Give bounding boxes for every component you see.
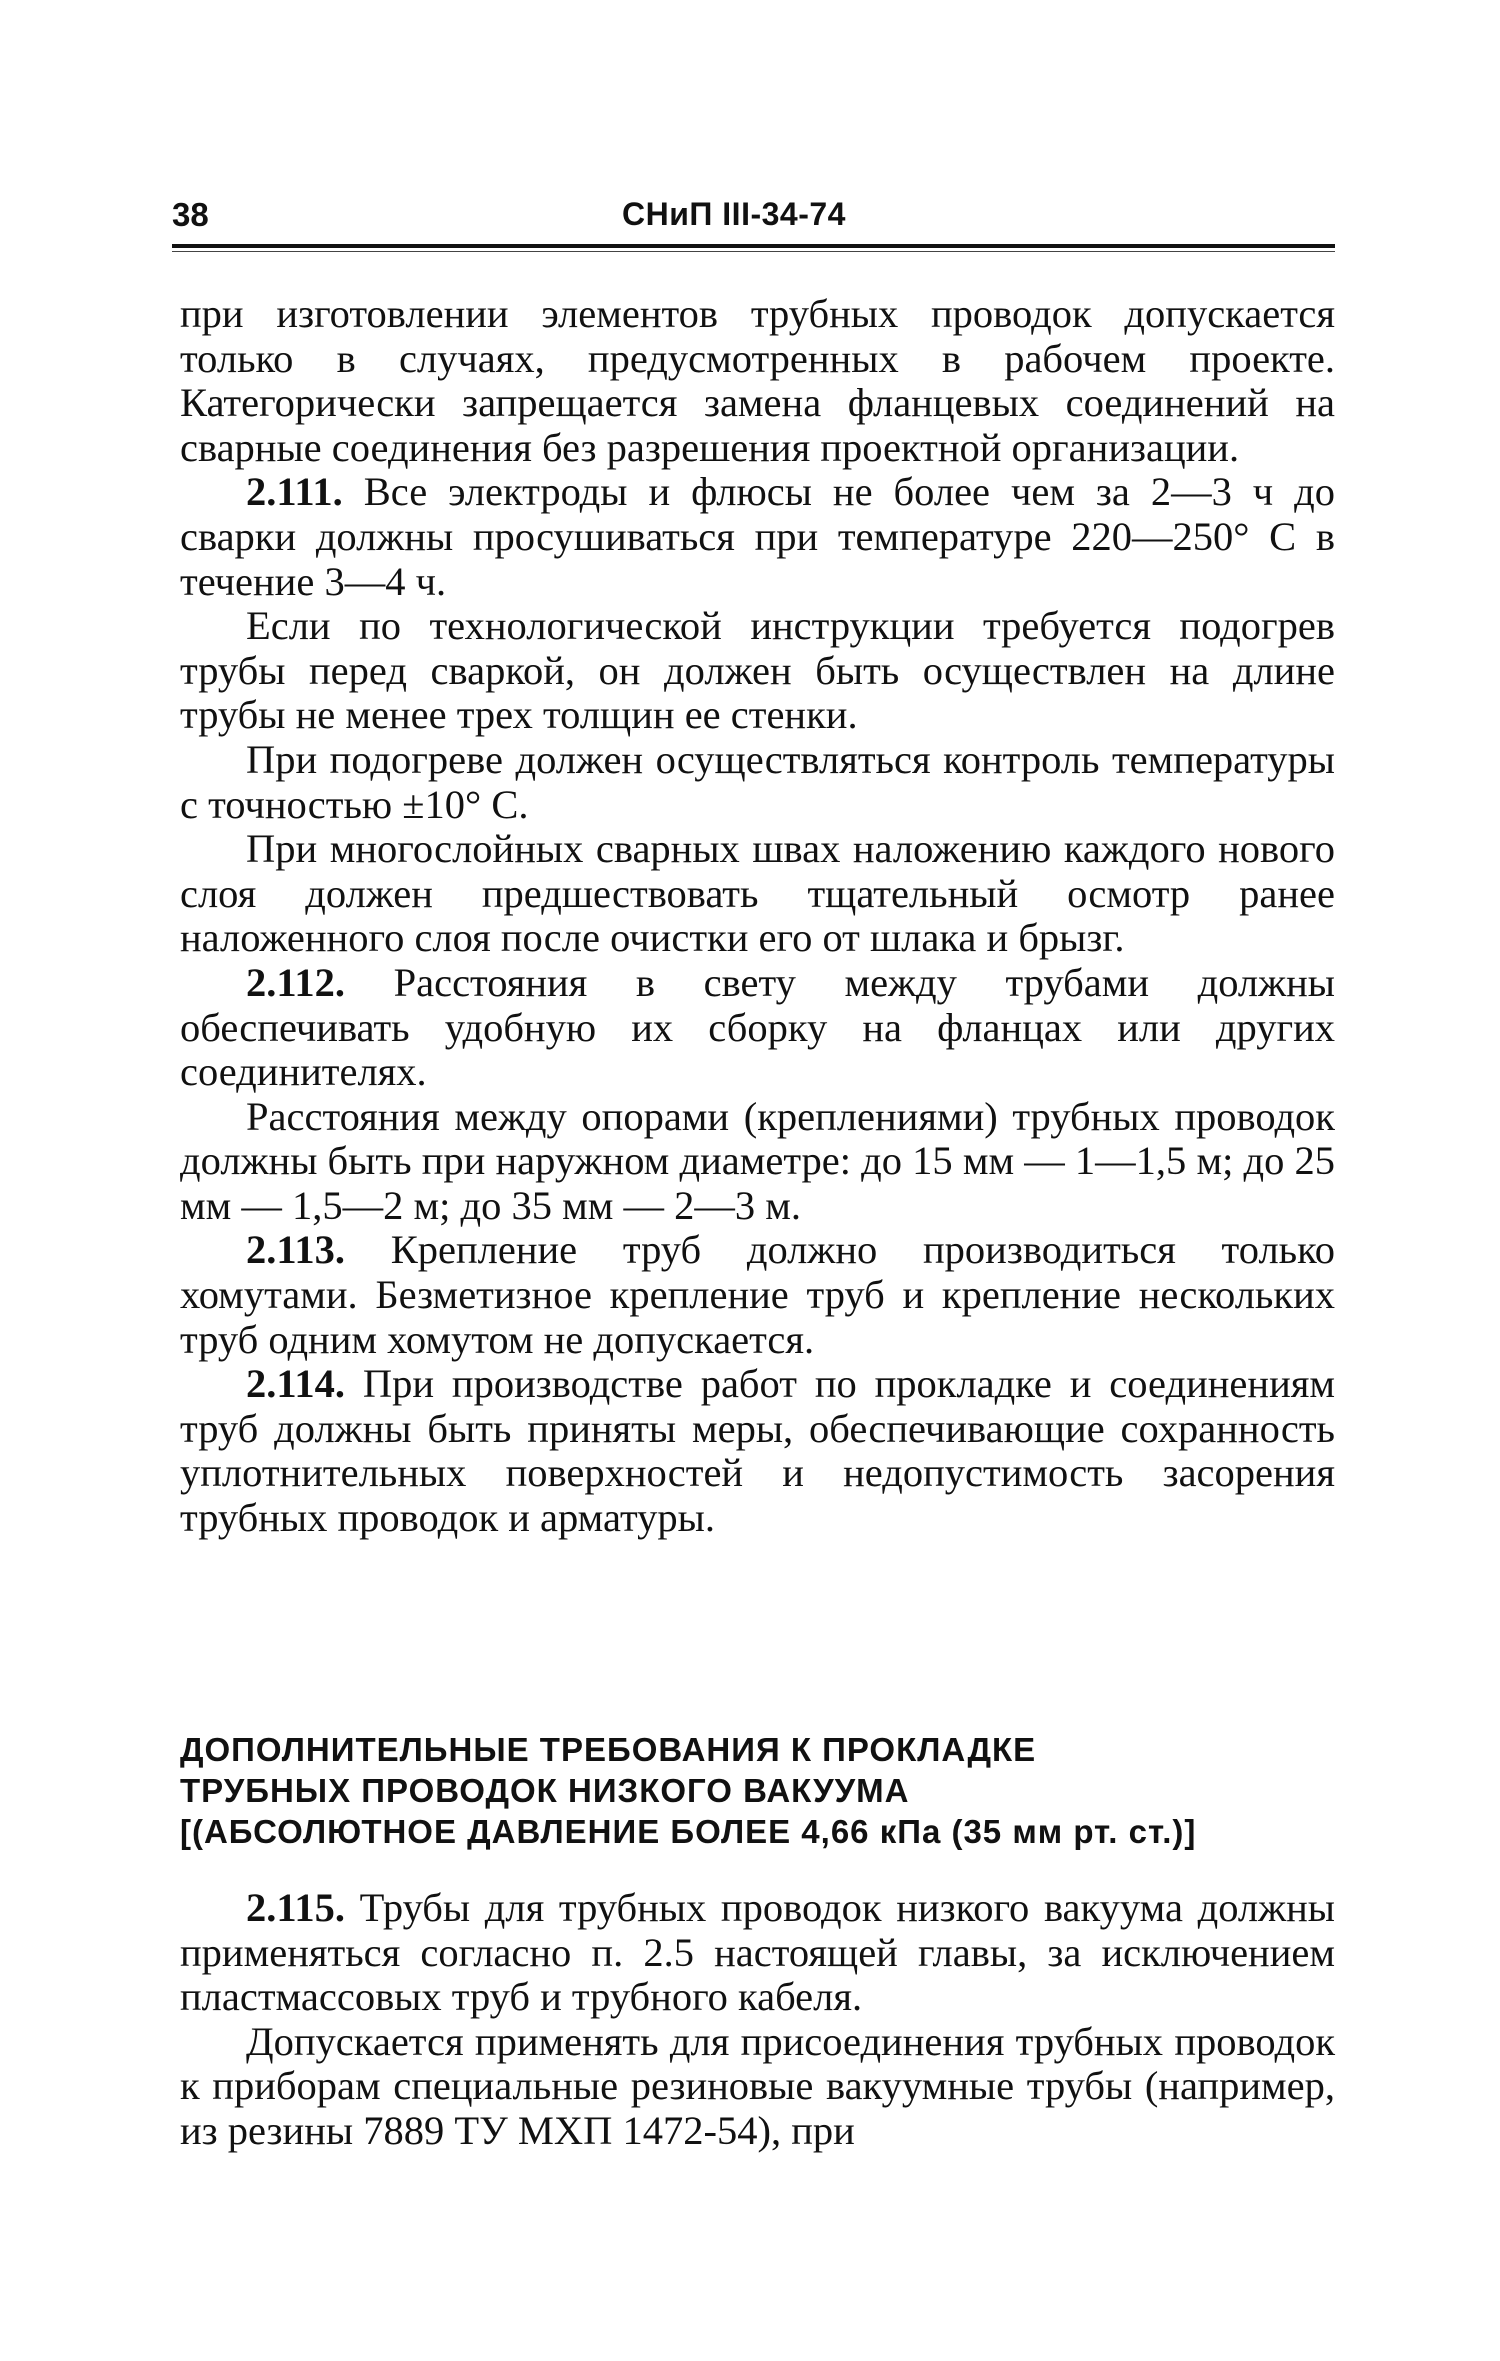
- paragraph-2-115: [180, 1886, 1335, 2020]
- paragraph-2-113: [180, 1228, 1335, 1362]
- section-heading-line: ТРУБНЫХ ПРОВОДОК НИЗКОГО ВАКУУМА: [180, 1772, 910, 1809]
- paragraph-2-112: [180, 961, 1335, 1095]
- paragraph-text: Трубы для трубных проводок низкого вакуума должны применяться согласно п. 2.5 настоящей главы, за исключением пластмассовых труб и трубного кабеля.: [180, 1885, 1335, 2020]
- paragraph-text: Если по технологической инструкции требуется подогрев трубы перед сваркой, он должен быть осуществлен на длине трубы не менее трех толщин ее стенки.: [180, 603, 1335, 738]
- paragraph-2-114: [180, 1362, 1335, 1540]
- paragraph-text: При подогреве должен осуществляться контроль температуры с точностью ±10° С.: [180, 736, 1335, 827]
- paragraph-text: Расстояния между опорами (креплениями) трубных проводок должны быть при наружном диаметре: до 15 мм — 1—1,5 м; до 25 мм — 1,5—2 м; до 35 мм — 2—3 м.: [180, 1093, 1335, 1228]
- paragraph-number: 2.113.: [246, 1227, 346, 1273]
- paragraph-text: При производстве работ по прокладке и соединениям труб должны быть приняты меры, обеспечивающие сохранность уплотнительных поверхностей и недопустимость засорения трубных проводок и арматуры.: [180, 1361, 1335, 1541]
- running-title: СНиП III-34-74: [622, 196, 846, 232]
- header-rule: [172, 244, 1335, 248]
- paragraph-text: при изготовлении элементов трубных проводок допускается только в случаях, предусмотренных в рабочем проекте. Категорически запрещается замена фланцевых соединений на сварные соединения без разрешения проектной организации.: [180, 291, 1335, 470]
- body-text-bottom: [180, 1886, 1335, 2154]
- paragraph: [180, 1095, 1335, 1229]
- paragraph-2-111: [180, 470, 1335, 604]
- paragraph-text: Все электроды и флюсы не более чем за 2—3 ч до сварки должны просушиваться при температуре 220—250° С в течение 3—4 ч.: [180, 469, 1335, 604]
- paragraph: [180, 604, 1335, 738]
- section-heading-line: ДОПОЛНИТЕЛЬНЫЕ ТРЕБОВАНИЯ К ПРОКЛАДКЕ: [180, 1731, 1037, 1768]
- paragraph-number: 2.115.: [246, 1885, 346, 1930]
- page-number: 38: [172, 196, 209, 233]
- paragraph-text: Допускается применять для присоединения трубных проводок к приборам специальные резиновые вакуумные трубы (например, из резины 7889 ТУ МХП 1472-54), при: [180, 2018, 1335, 2153]
- page-header: [172, 196, 1335, 236]
- paragraph: [180, 827, 1335, 961]
- paragraph-text: При многослойных сварных швах наложению каждого нового слоя должен предшествовать тщательный осмотр ранее наложенного слоя после очистки его от шлака и брызг.: [180, 826, 1335, 961]
- paragraph: [180, 2020, 1335, 2154]
- paragraph-number: 2.112.: [246, 959, 346, 1005]
- section-heading: [180, 1729, 1335, 1852]
- paragraph: [180, 292, 1335, 470]
- paragraph-text: Расстояния в свету между трубами должны обеспечивать удобную их сборку на фланцах или других соединителях.: [180, 959, 1335, 1095]
- header-rule-thin: [172, 251, 1335, 252]
- section-heading-line: [(АБСОЛЮТНОЕ ДАВЛЕНИЕ БОЛЕЕ 4,66 кПа (35 мм рт. ст.)]: [180, 1813, 1197, 1850]
- paragraph-text: Крепление труб должно производиться только хомутами. Безметизное крепление труб и крепление нескольких труб одним хомутом не допускается.: [180, 1227, 1335, 1362]
- paragraph-number: 2.111.: [246, 469, 343, 515]
- body-text-top: [180, 292, 1335, 1541]
- paragraph: [180, 738, 1335, 827]
- paragraph-number: 2.114.: [246, 1361, 346, 1407]
